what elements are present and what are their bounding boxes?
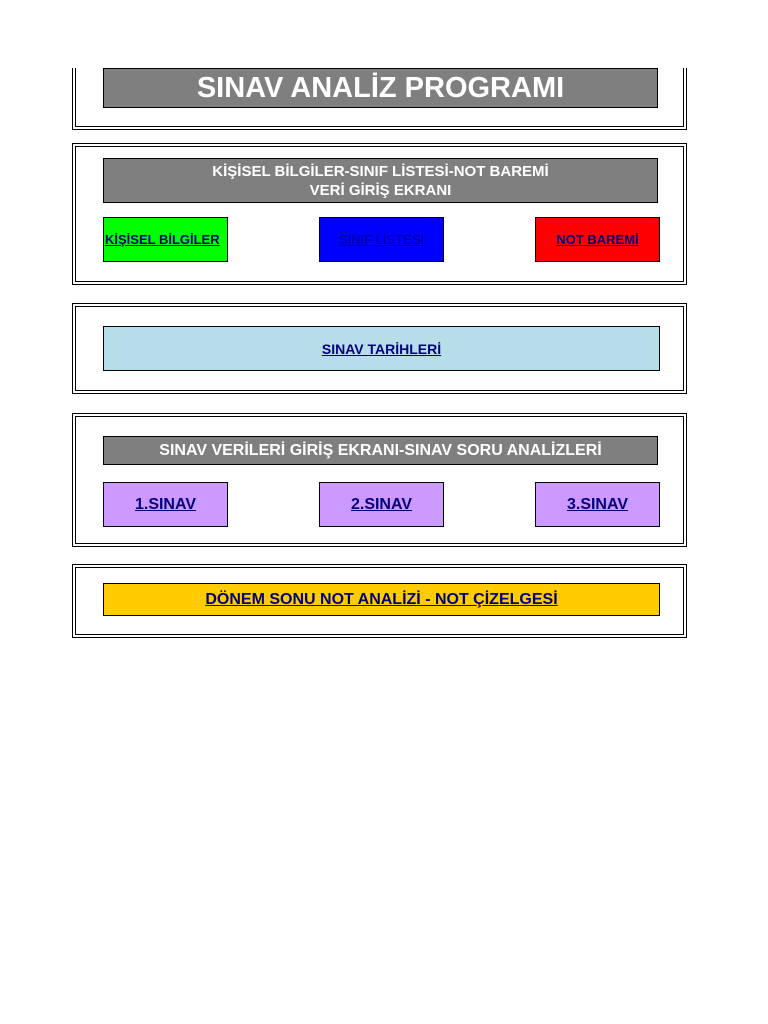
grade-scale-button[interactable]: NOT BAREMİ <box>535 217 660 262</box>
exam-data-panel <box>72 413 687 547</box>
page-title: SINAV ANALİZ PROGRAMI <box>103 68 658 108</box>
personal-info-button[interactable]: KİŞİSEL BİLGİLER <box>103 217 228 262</box>
exam-2-button[interactable]: 2.SINAV <box>319 482 444 527</box>
exam-3-button[interactable]: 3.SINAV <box>535 482 660 527</box>
title-panel <box>72 68 687 130</box>
exam-data-header: SINAV VERİLERİ GİRİŞ EKRANI-SINAV SORU ANALİZLERİ <box>103 436 658 465</box>
final-analysis-button[interactable]: DÖNEM SONU NOT ANALİZİ - NOT ÇİZELGESİ <box>103 583 660 616</box>
personal-data-header: KİŞİSEL BİLGİLER-SINIF LİSTESİ-NOT BAREMİ VERİ GİRİŞ EKRANI <box>103 158 658 203</box>
exam-1-button[interactable]: 1.SINAV <box>103 482 228 527</box>
class-list-button[interactable]: SINIF LİSTESİ <box>319 217 444 262</box>
final-analysis-panel <box>72 564 687 638</box>
exam-dates-button[interactable]: SINAV TARİHLERİ <box>103 326 660 371</box>
personal-data-panel <box>72 143 687 285</box>
exam-dates-panel <box>72 303 687 394</box>
